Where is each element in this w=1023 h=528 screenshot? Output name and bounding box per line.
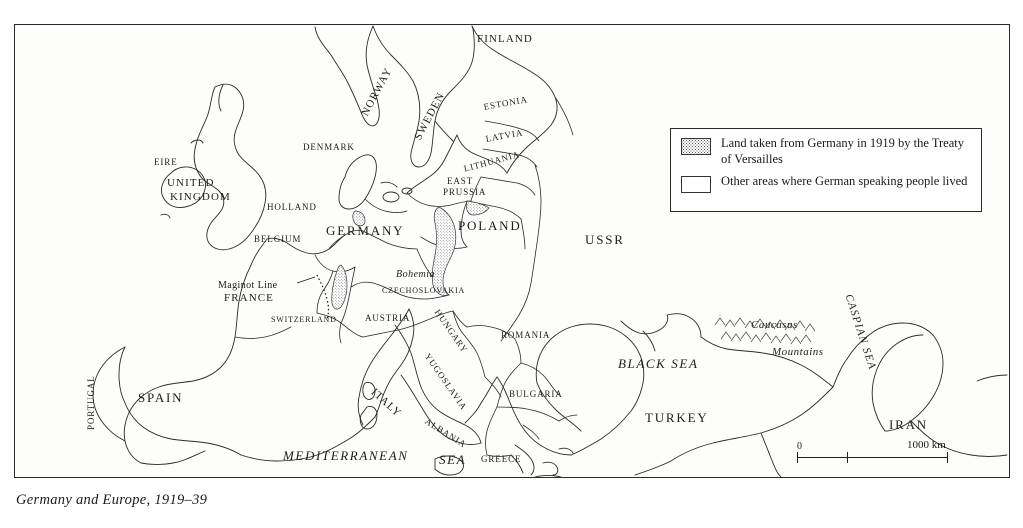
label-mediterranean: MEDITERRANEAN [283, 448, 409, 463]
legend-swatch-stipple [681, 138, 711, 155]
scale-label-max: 1000 km [907, 439, 946, 451]
label-east: EAST [447, 176, 474, 186]
label-turkey: TURKEY [645, 410, 709, 425]
legend-label-german-speaking: Other areas where German speaking people lived [721, 174, 968, 189]
label-bohemia: Bohemia [396, 269, 436, 280]
figure-caption: Germany and Europe, 1919–39 [16, 492, 208, 508]
label-spain: SPAIN [138, 390, 184, 405]
label-denmark: DENMARK [303, 142, 355, 152]
scale-bar-line [797, 457, 947, 458]
label-iran: IRAN [889, 417, 928, 432]
label-caucasus: Caucasus [751, 319, 798, 331]
legend-item-german-speaking [671, 167, 981, 193]
label-greece: GREECE [481, 454, 522, 464]
label-czechoslovakia: CZECHOSLOVAKIA [382, 286, 466, 295]
label-prussia: PRUSSIA [443, 187, 487, 197]
label-hungary: HUNGARY [432, 307, 470, 355]
scale-tick-start [797, 452, 798, 463]
label-maginot-line: Maginot Line [218, 280, 278, 291]
label-portugal: PORTUGAL [86, 375, 96, 430]
label-ussr: USSR [585, 232, 625, 247]
map-legend [670, 128, 982, 212]
label-italy: ITALY [368, 386, 404, 420]
label-lithuania: LITHUANIA [462, 149, 521, 174]
label-latvia: LATVIA [484, 127, 524, 144]
label-yugoslavia: YUGOSLAVIA [422, 351, 470, 412]
label-united: UNITED [167, 177, 215, 189]
legend-swatch-plain [681, 176, 711, 193]
scale-tick-mid [847, 452, 848, 463]
label-austria: AUSTRIA [365, 313, 411, 323]
legend-label-taken-land: Land taken from Germany in 1919 by the Treaty of Versailles [721, 136, 965, 166]
label-norway: NORWAY [359, 65, 395, 119]
label-albania: ALBANIA [423, 416, 469, 450]
label-eire: EIRE [154, 157, 178, 167]
label-finland: FINLAND [477, 33, 533, 45]
label-belgium: BELGIUM [254, 234, 302, 244]
label-france: FRANCE [224, 292, 274, 304]
label-estonia: ESTONIA [482, 94, 529, 112]
map-coastlines-svg [15, 25, 1009, 477]
map-canvas [14, 24, 1010, 478]
label-caucasus-mountains: Mountains [772, 346, 824, 358]
label-germany: GERMANY [326, 223, 405, 238]
label-caspian-sea: CASPIAN SEA [842, 292, 879, 372]
scale-label-zero: 0 [797, 441, 802, 452]
label-kingdom: KINGDOM [170, 191, 231, 203]
label-holland: HOLLAND [267, 202, 317, 212]
legend-item-taken-land [671, 129, 981, 167]
label-sweden: SWEDEN [412, 90, 448, 143]
label-bulgaria: BULGARIA [509, 389, 563, 399]
label-poland: POLAND [458, 218, 522, 233]
label-switzerland: SWITZERLAND [271, 315, 337, 324]
scale-tick-end [947, 452, 948, 463]
label-black-sea: BLACK SEA [618, 356, 699, 371]
label-romania: ROMANIA [501, 330, 551, 340]
label-mediterranean-sea-word: SEA [439, 452, 467, 467]
